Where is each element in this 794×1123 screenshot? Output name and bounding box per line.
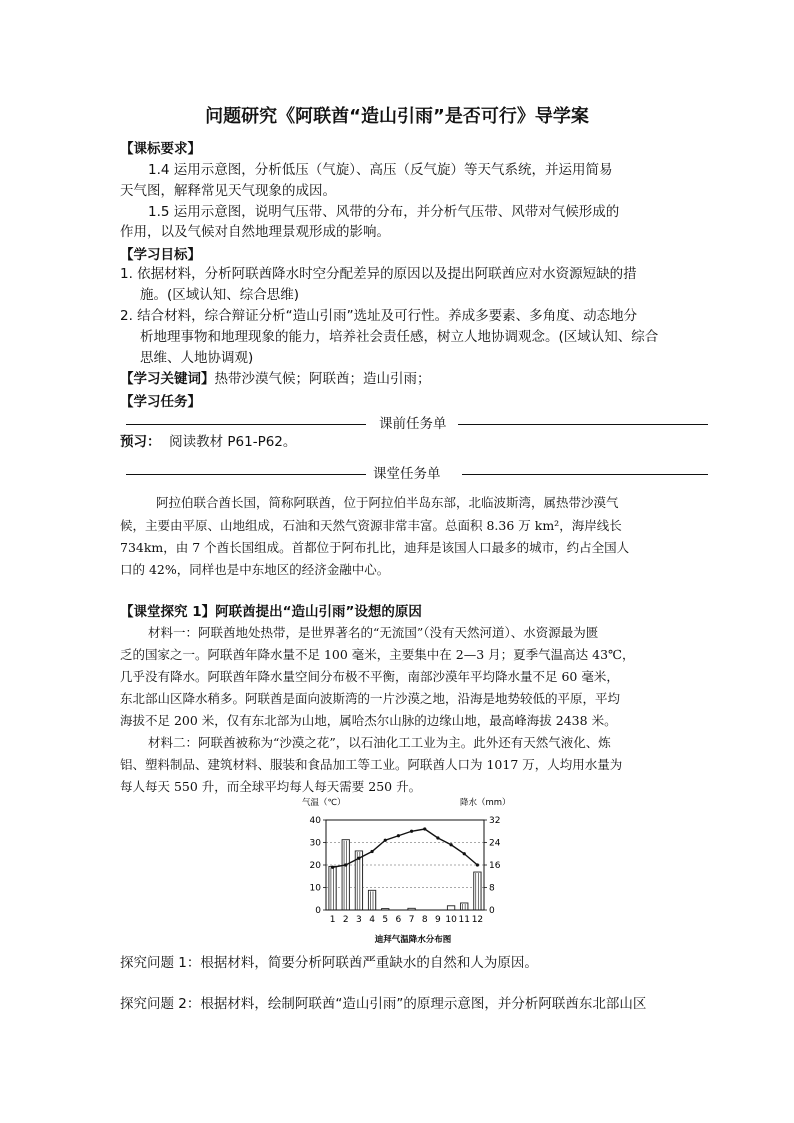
keywords-label: 【学习关键词】: [120, 371, 215, 387]
question-2-label: 探究问题 2：: [120, 996, 201, 1012]
temperature-line: [333, 829, 478, 867]
y-right-tick-label: 16: [489, 861, 501, 871]
divider-line-left: [126, 424, 366, 425]
question-1-label: 探究问题 1：: [120, 955, 201, 971]
question-1-text: 根据材料，简要分析阿联酋严重缺水的自然和人为原因。: [200, 955, 538, 971]
goal-1-line-1: 1. 依据材料，分析阿联酋降水时空分配差异的原因以及提出阿联酋应对水资源短缺的措: [120, 266, 637, 282]
question-2-text: 根据材料，绘制阿联酋“造山引雨”的原理示意图，并分析阿联酋东北部山区: [200, 996, 647, 1012]
question-2: [120, 994, 646, 1014]
tasks-heading: 【学习任务】: [120, 394, 201, 410]
x-tick-label: 11: [458, 915, 470, 925]
y-axis-left-title: 气温（℃）: [302, 798, 346, 808]
y-left-tick-label: 10: [309, 883, 321, 894]
preview: [120, 432, 296, 452]
material1-line-2: 乏的国家之一。阿联酋年降水量不足 100 毫米，主要集中在 2—3 月；夏季气温高达 43℃，: [120, 647, 635, 662]
curriculum-heading: 【课标要求】: [120, 141, 201, 157]
temperature-point: [370, 850, 373, 853]
material1-line-4: 东北部山区降水稍多。阿联酋是面向波斯湾的一片沙漠之地，沿海是地势较低的平原，平均: [120, 691, 621, 706]
precip-bar: [447, 906, 454, 910]
curriculum-item-2-line-2: 作用，以及气候对自然地理景观形成的影响。: [120, 224, 390, 240]
x-tick-label: 2: [342, 915, 349, 925]
material2-line-2: 铝、塑料制品、建筑材料、服装和食品加工等工业。阿联酋人口为 1017 万，人均用水量为: [120, 757, 623, 772]
goal-2-line-3: 思维、人地协调观): [140, 350, 254, 366]
x-tick-label: 7: [408, 915, 415, 925]
x-tick-label: 6: [395, 915, 402, 925]
material1-line-1: 材料一：阿联酋地处热带，是世界著名的“无流国”（没有天然河道）、水资源最为匮: [148, 625, 599, 640]
keywords: [120, 369, 431, 389]
temperature-point: [436, 836, 439, 839]
precip-bar: [368, 890, 375, 910]
preview-label: 预习：: [120, 434, 161, 450]
y-left-tick-label: 0: [315, 906, 321, 916]
divider-line-right: [458, 424, 708, 425]
y-axis-right-title: 降水（mm）: [460, 798, 511, 808]
pre-class-divider-label: 课前任务单: [379, 416, 447, 432]
temperature-point: [449, 843, 452, 846]
precip-bar: [342, 840, 349, 910]
y-right-tick-label: 32: [489, 816, 501, 826]
chart-title: 迪拜气温降水分布图: [374, 935, 452, 945]
x-tick-label: 8: [421, 915, 428, 925]
question-1: [120, 953, 538, 973]
material2-line-3: 每人每天 550 升，而全球平均每人每天需要 250 升。: [120, 779, 422, 794]
temperature-point: [397, 834, 400, 837]
climate-chart: [290, 790, 530, 950]
material2-line-1: 材料二：阿联酋被称为“沙漠之花”，以石油化工工业为主。此外还有天然气液化、炼: [148, 735, 611, 750]
goal-1-line-2: 施。(区域认知、综合思维): [140, 287, 300, 303]
intro-line-1: 阿拉伯联合酋长国，简称阿联酋，位于阿拉伯半岛东部，北临波斯湾，属热带沙漠气: [156, 495, 619, 510]
goals-heading: 【学习目标】: [120, 247, 201, 263]
y-right-tick-label: 0: [489, 906, 495, 916]
x-tick-label: 3: [356, 915, 362, 925]
material1-line-5: 海拔不足 200 米，仅有东北部为山地，属哈杰尔山脉的边缘山地，最高峰海拔 2438 米。: [120, 713, 617, 728]
intro-line-2: 候，主要由平原、山地组成，石油和天然气资源非常丰富。总面积 8.36 万 km²，海岸线长: [120, 518, 622, 533]
y-right-tick-label: 8: [489, 883, 495, 894]
explore1-heading: 【课堂探究 1】阿联酋提出“造山引雨”设想的原因: [120, 604, 422, 620]
x-tick-label: 5: [382, 915, 389, 925]
temperature-point: [331, 866, 334, 869]
curriculum-item-1-line-2: 天气图，解释常见天气现象的成因。: [120, 183, 336, 199]
intro-line-3: 734km，由 7 个酋长国组成。首都位于阿布扎比，迪拜是该国人口最多的城市，约占全国人: [120, 540, 630, 555]
keywords-text: 热带沙漠气候；阿联酋；造山引雨；: [214, 371, 431, 387]
precip-bar: [461, 903, 468, 910]
goal-2-line-2: 析地理事物和地理现象的能力，培养社会责任感，树立人地协调观念。(区域认知、综合: [140, 329, 659, 345]
divider-line-right: [462, 474, 708, 475]
temperature-point: [410, 830, 413, 833]
x-tick-label: 10: [445, 915, 457, 925]
precip-bar: [329, 866, 336, 910]
goal-2-line-1: 2. 结合材料，综合辩证分析“造山引雨”选址及可行性。养成多要素、多角度、动态地分: [120, 308, 638, 324]
y-left-tick-label: 40: [309, 816, 321, 826]
preview-text: 阅读教材 P61-P62。: [169, 434, 297, 450]
x-tick-label: 4: [369, 915, 375, 925]
in-class-divider-label: 课堂任务单: [373, 466, 441, 482]
y-left-tick-label: 20: [309, 861, 321, 871]
curriculum-item-2-line-1: 1.5 运用示意图，说明气压带、风带的分布，并分析气压带、风带对气候形成的: [148, 204, 620, 220]
x-tick-label: 9: [435, 915, 441, 925]
y-left-tick-label: 30: [309, 838, 321, 849]
material1-line-3: 几乎没有降水。阿联酋年降水量空间分布极不平衡，南部沙漠年平均降水量不足 60 毫米，: [120, 669, 619, 684]
temperature-point: [463, 852, 466, 855]
x-tick-label: 1: [329, 915, 336, 925]
temperature-point: [357, 857, 360, 860]
temperature-point: [476, 863, 479, 866]
page-title: 问题研究《阿联酋“造山引雨”是否可行》导学案: [205, 106, 589, 127]
curriculum-item-1-line-1: 1.4 运用示意图，分析低压（气旋）、高压（反气旋）等天气系统，并运用简易: [148, 162, 613, 178]
precip-bar: [474, 872, 481, 910]
intro-line-4: 口的 42%，同样也是中东地区的经济金融中心。: [120, 562, 390, 577]
divider-line-left: [126, 474, 366, 475]
x-tick-label: 12: [471, 915, 484, 925]
y-right-tick-label: 24: [489, 838, 501, 849]
temperature-point: [423, 827, 426, 830]
temperature-point: [344, 863, 347, 866]
temperature-point: [384, 839, 387, 842]
